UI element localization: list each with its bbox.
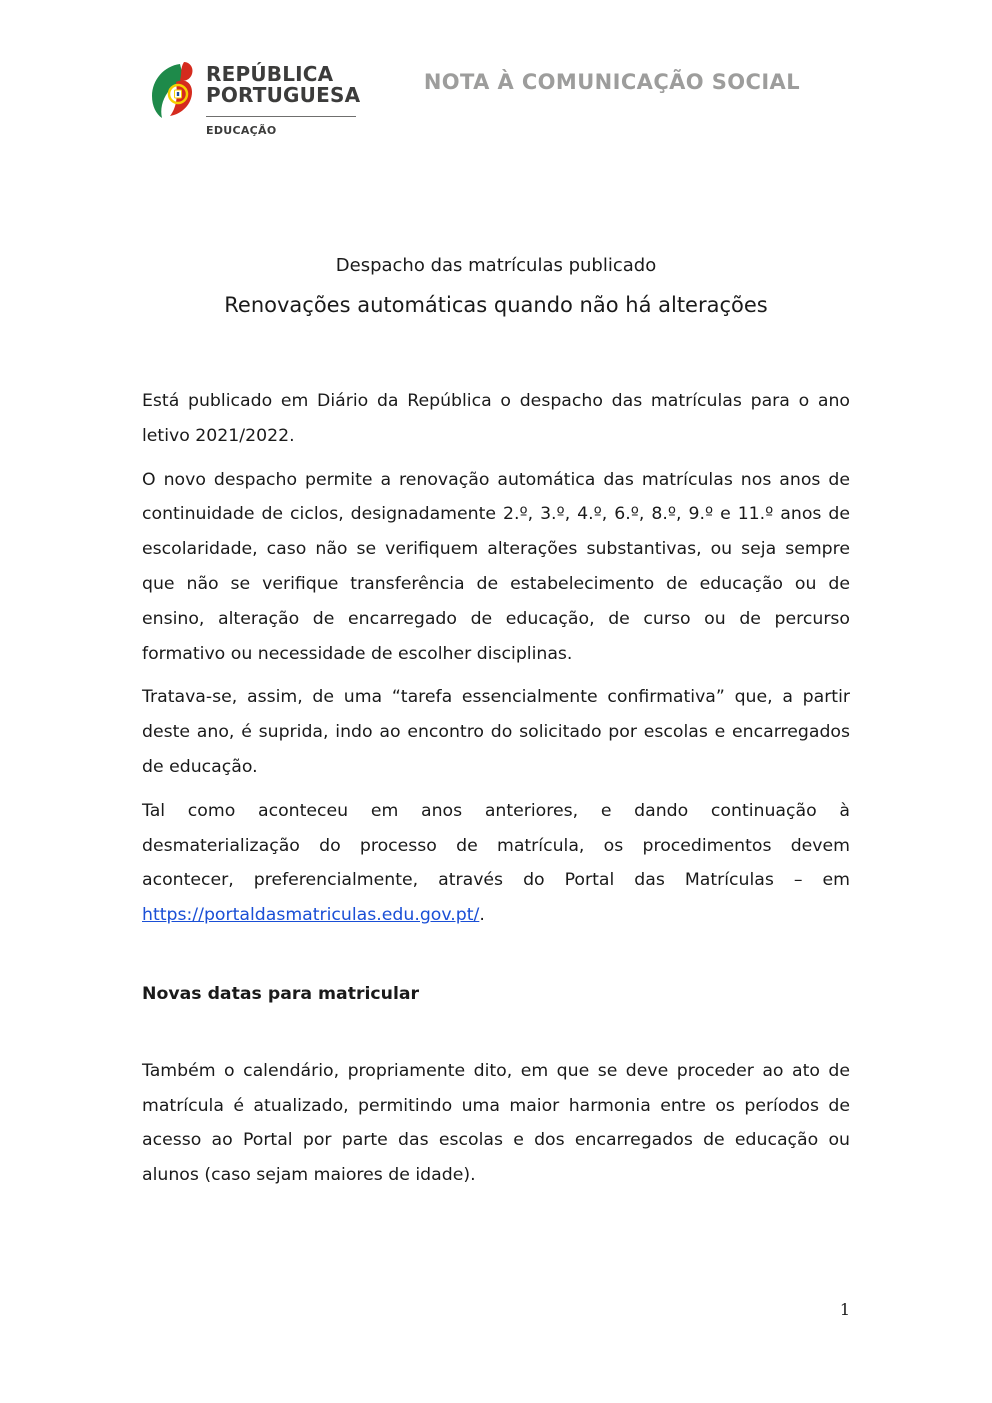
document-headline: Renovações automáticas quando não há alterações: [224, 293, 768, 317]
portal-paragraph-text: Tal como aconteceu em anos anteriores, e dando continuação à desmaterialização do processo de matrícula, os procedimentos devem acontecer, preferencialmente, através do Portal das Matrículas – em: [142, 800, 850, 891]
coat-of-arms-icon: [150, 60, 194, 118]
logo-line-2: PORTUGUESA: [206, 83, 361, 107]
logo-ministry: EDUCAÇÃO: [206, 124, 277, 137]
press-note-label: NOTA À COMUNICAÇÃO SOCIAL: [423, 70, 800, 94]
portal-paragraph: [142, 794, 850, 933]
paragraph: O novo despacho permite a renovação automática das matrículas nos anos de continuidade de ciclos, designadamente 2.º, 3.º, 4.º, 6.º, 8.º, 9.º e 11.º anos de escolaridade, caso não se verifiquem alterações substantivas, ou seja sempre que não se verifique transferência de estabelecimento de educação ou de ensino, alteração de encarregado de educação, de curso ou de percurso formativo ou necessidade de escolher disciplinas.: [142, 469, 850, 664]
paragraph: Está publicado em Diário da República o despacho das matrículas para o ano letivo 2021/2022.: [142, 391, 850, 446]
logo-line-1: REPÚBLICA: [206, 62, 334, 86]
page-number: 1: [839, 1300, 850, 1319]
logo-divider: [206, 116, 356, 117]
paragraph: Também o calendário, propriamente dito, em que se deve proceder ao ato de matrícula é atualizado, permitindo uma maior harmonia entre os períodos de acesso ao Portal por parte das escolas e dos encarregados de educação ou alunos (caso sejam maiores de idade).: [142, 1060, 850, 1186]
section-heading: Novas datas para matricular: [142, 983, 420, 1004]
republica-portuguesa-logo: [150, 58, 365, 148]
portal-paragraph-suffix: .: [479, 905, 485, 926]
document-body: [142, 384, 850, 1202]
logo-wordmark: [206, 64, 360, 106]
portal-link[interactable]: https://portaldasmatriculas.edu.gov.pt/: [142, 905, 480, 926]
document-kicker: Despacho das matrículas publicado: [335, 255, 657, 276]
paragraph: Tratava-se, assim, de uma “tarefa essencialmente confirmativa” que, a partir deste ano, é suprida, indo ao encontro do solicitado por escolas e encarregados de educação.: [142, 687, 850, 777]
